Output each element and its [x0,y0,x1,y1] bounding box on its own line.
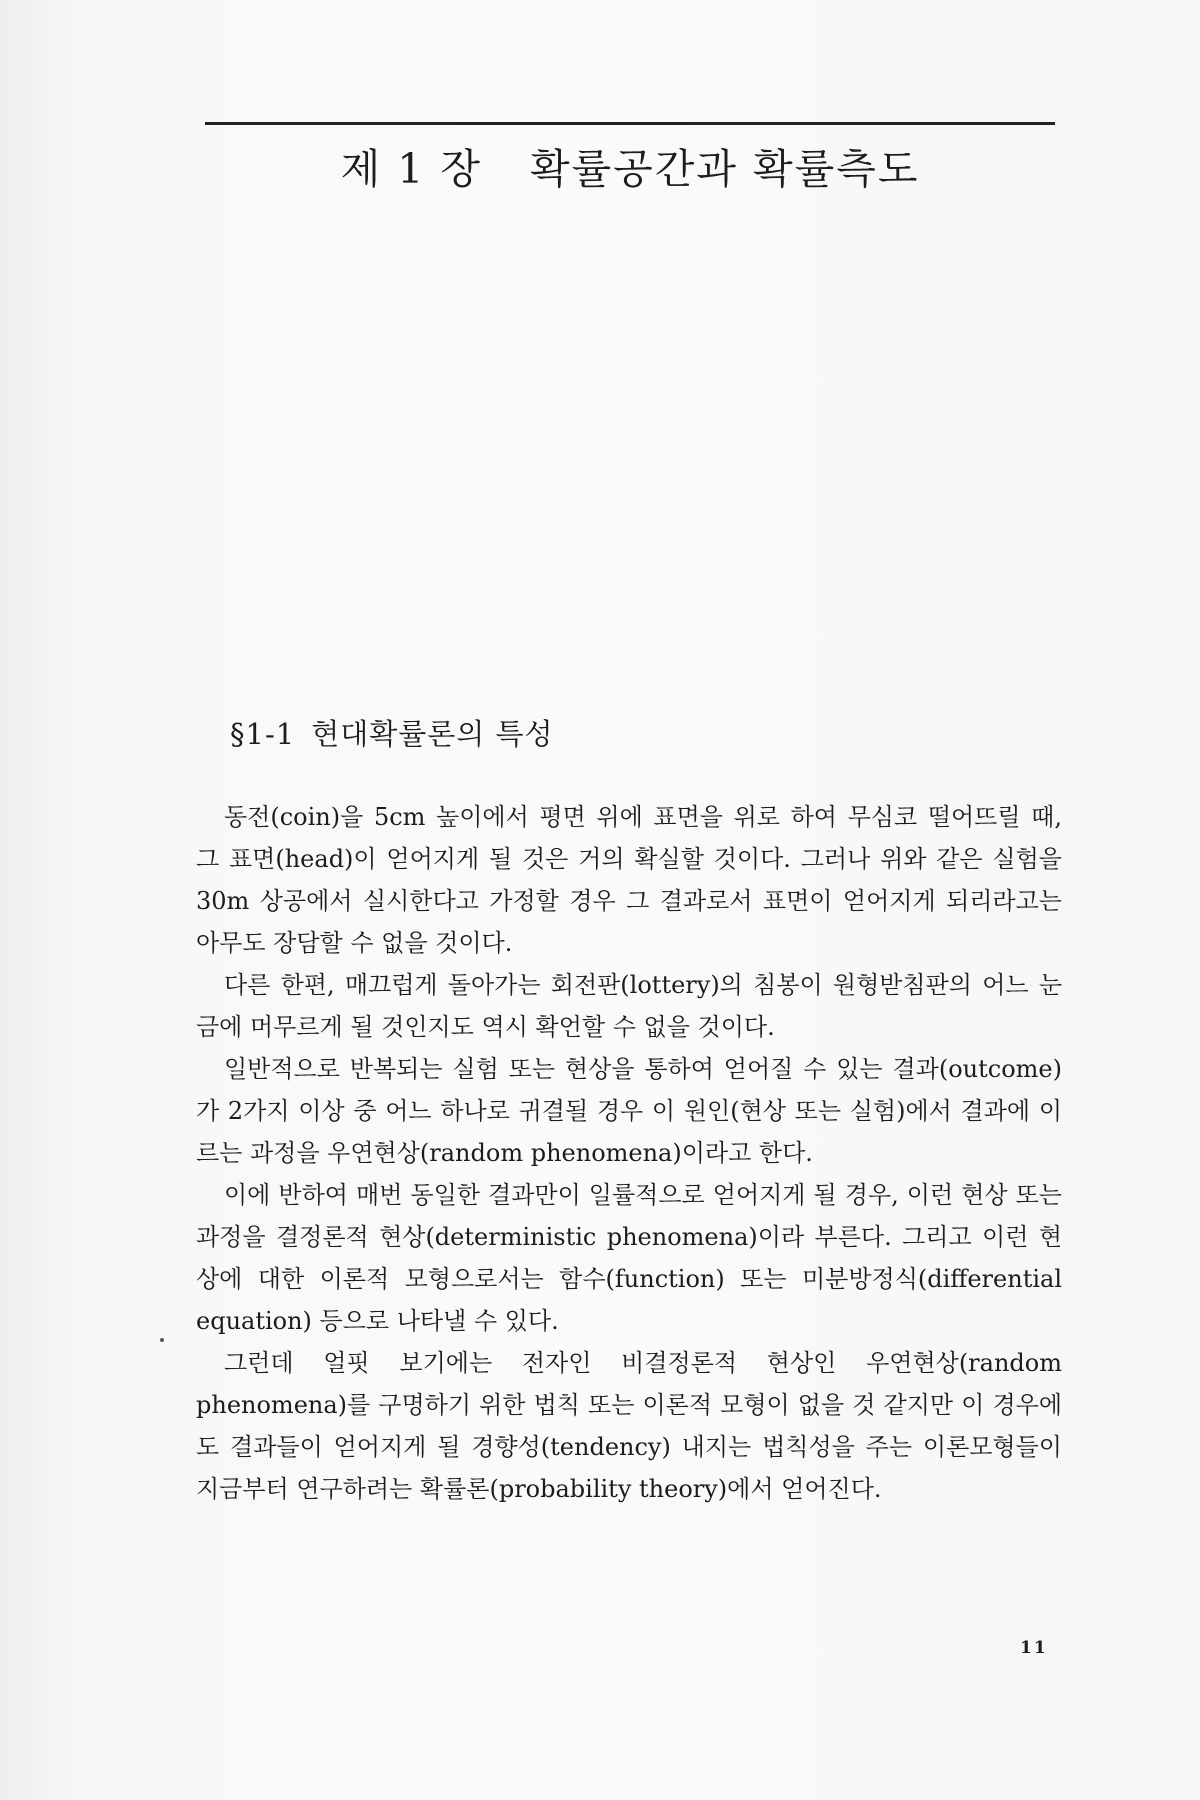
paragraph-1: 동전(coin)을 5cm 높이에서 평면 위에 표면을 위로 하여 무심코 떨어뜨릴 때, 그 표면(head)이 얻어지게 될 것은 거의 확실할 것이다. 그러나 위와 같은 실험을 30m 상공에서 실시한다고 가정할 경우 그 결과로서 표면이 얻어지게 되리라고는 아무도 장담할 수 없을 것이다. [196,803,1062,957]
stray-ink-dot [160,1338,164,1342]
section-title: 현대확률론의 특성 [311,717,554,751]
paragraph-4: 이에 반하여 매번 동일한 결과만이 일률적으로 얻어지게 될 경우, 이런 현상 또는 과정을 결정론적 현상(deterministic phenomena)이라 부른다. 그리고 이런 현상에 대한 이론적 모형으로서는 함수(function) 또는 미분방정식(differential equation) 등으로 나타낼 수 있다. [196,1181,1062,1335]
paragraph-5: 그런데 얼핏 보기에는 전자인 비결정론적 현상인 우연현상(random phenomena)를 구명하기 위한 법칙 또는 이론적 모형이 없을 것 같지만 이 경우에도 결과들이 얻어지게 될 경향성(tendency) 내지는 법칙성을 주는 이론모형들이 지금부터 연구하려는 확률론(probability theory)에서 얻어진다. [196,1349,1062,1503]
paragraph-2: 다른 한편, 매끄럽게 돌아가는 회전판(lottery)의 침봉이 원형받침판의 어느 눈금에 머무르게 될 것인지도 역시 확언할 수 없을 것이다. [196,971,1062,1041]
page-number: 11 [1020,1638,1048,1658]
section-number: §1-1 [230,717,296,751]
chapter-title-text: 확률공간과 확률측도 [529,145,920,193]
body-text [196,796,1062,1510]
chapter-title [205,136,1055,195]
chapter-label: 제 1 장 [340,145,482,193]
paragraph-3: 일반적으로 반복되는 실험 또는 현상을 통하여 얻어질 수 있는 결과(outcome)가 2가지 이상 중 어느 하나로 귀결될 경우 이 원인(현상 또는 실험)에서 결과에 이르는 과정을 우연현상(random phenomena)이라고 한다. [196,1055,1062,1167]
section-heading [230,712,554,753]
chapter-top-rule [205,122,1055,125]
